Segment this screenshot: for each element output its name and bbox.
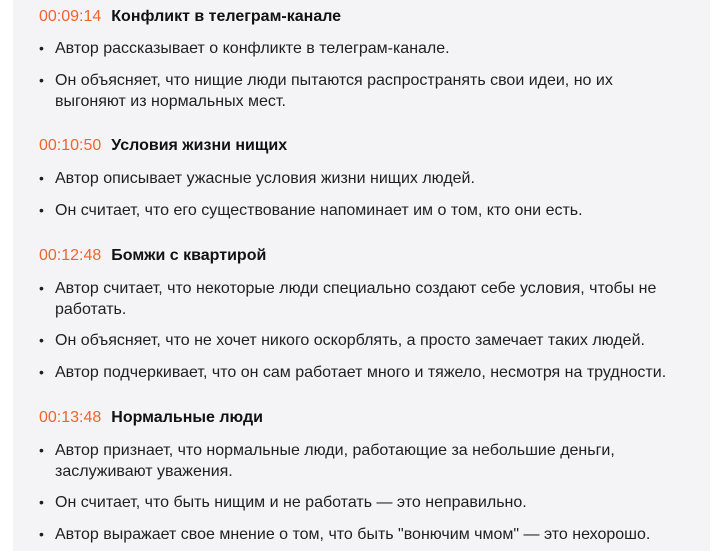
timecode-link[interactable]: 00:12:48 bbox=[39, 247, 102, 264]
bullet-point bbox=[39, 362, 679, 383]
bullet-text: Автор рассказывает о конфликте в телеграм-канале. bbox=[55, 40, 450, 57]
bullet-text: Он объясняет, что нищие люди пытаются распространять свои идеи, но их выгоняют из нормальных мест. bbox=[55, 72, 613, 110]
summary-panel bbox=[13, 0, 710, 551]
bullet-icon: • bbox=[39, 442, 44, 458]
bullet-icon: • bbox=[39, 332, 44, 348]
bullet-icon: • bbox=[39, 170, 44, 186]
bullet-point bbox=[39, 492, 679, 513]
bullet-point bbox=[39, 168, 679, 189]
section-title: Условия жизни нищих bbox=[111, 137, 288, 154]
bullet-icon: • bbox=[39, 40, 44, 56]
bullet-icon: • bbox=[39, 72, 44, 88]
timecode-link[interactable]: 00:10:50 bbox=[39, 137, 102, 154]
bullet-text: Автор описывает ужасные условия жизни нищих людей. bbox=[55, 170, 475, 187]
section-header bbox=[39, 6, 341, 28]
bullet-point bbox=[39, 330, 679, 351]
section-title: Бомжи с квартирой bbox=[111, 247, 267, 264]
bullet-point bbox=[39, 440, 679, 482]
bullet-icon: • bbox=[39, 364, 44, 380]
bullet-point bbox=[39, 524, 679, 545]
bullet-text: Автор подчеркивает, что он сам работает много и тяжело, несмотря на трудности. bbox=[55, 364, 667, 381]
bullet-text: Автор считает, что некоторые люди специально создают себе условия, чтобы не работать. bbox=[55, 280, 657, 318]
bullet-text: Он объясняет, что не хочет никого оскорблять, а просто замечает таких людей. bbox=[55, 332, 645, 349]
bullet-point bbox=[39, 70, 679, 112]
bullet-icon: • bbox=[39, 202, 44, 218]
bullet-icon: • bbox=[39, 494, 44, 510]
bullet-point bbox=[39, 278, 679, 320]
bullet-text: Автор выражает свое мнение о том, что быть "вонючим чмом" — это нехорошо. bbox=[55, 526, 651, 543]
bullet-text: Он считает, что его существование напоминает им о том, кто они есть. bbox=[55, 202, 583, 219]
section-title: Конфликт в телеграм-канале bbox=[111, 8, 342, 25]
section-header bbox=[39, 135, 287, 157]
timecode-link[interactable]: 00:09:14 bbox=[39, 8, 102, 25]
bullet-point bbox=[39, 200, 679, 221]
bullet-text: Он считает, что быть нищим и не работать — это неправильно. bbox=[55, 494, 527, 511]
bullet-point bbox=[39, 38, 679, 59]
section-header bbox=[39, 407, 263, 429]
timecode-link[interactable]: 00:13:48 bbox=[39, 409, 102, 426]
bullet-icon: • bbox=[39, 280, 44, 296]
section-title: Нормальные люди bbox=[111, 409, 263, 426]
bullet-icon: • bbox=[39, 526, 44, 542]
bullet-text: Автор признает, что нормальные люди, работающие за небольшие деньги, заслуживают уважения. bbox=[55, 442, 615, 480]
section-header bbox=[39, 245, 266, 267]
